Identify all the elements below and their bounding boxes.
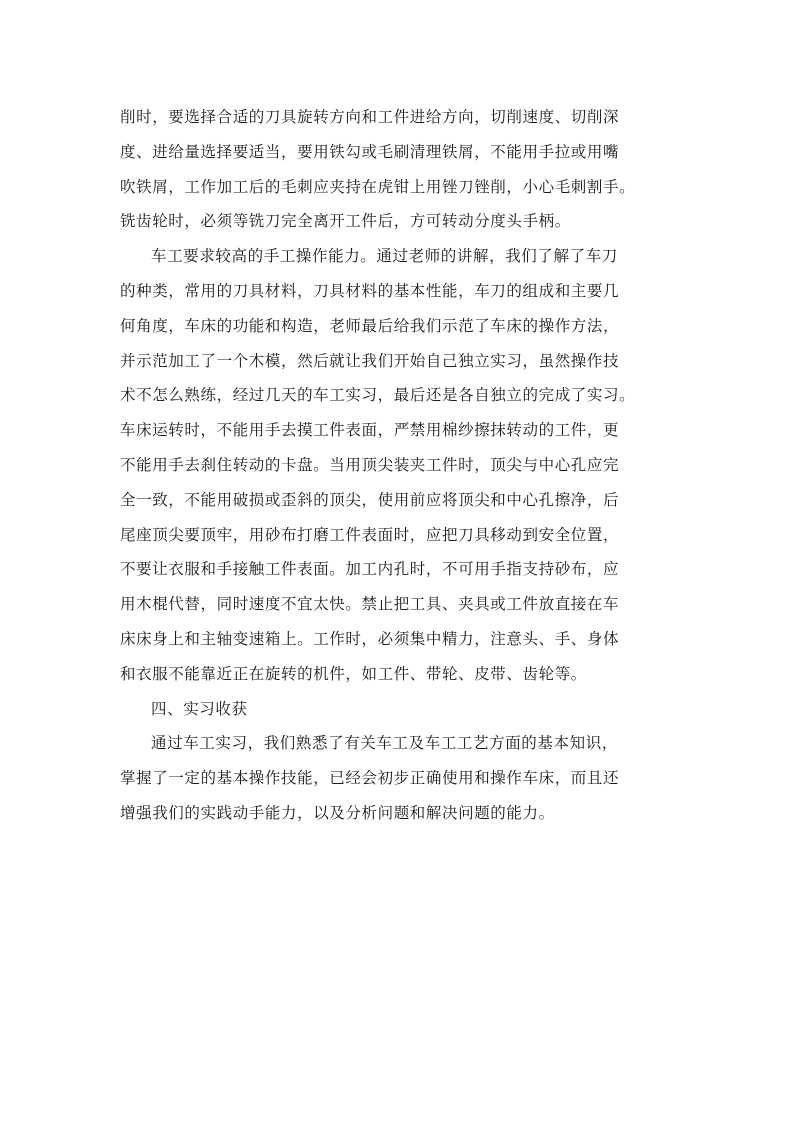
text-line: 铣齿轮时，必须等铣刀完全离开工件后，方可转动分度头手柄。 (120, 212, 571, 231)
milling-safety-paragraph (120, 100, 680, 239)
section-heading-harvest (120, 692, 680, 727)
text-line: 度、进给量选择要适当，要用铁勾或毛刷清理铁屑，不能用手拉或用嘴 (120, 142, 620, 161)
text-line: 和衣服不能靠近正在旋转的机件，如工件、带轮、皮带、齿轮等。 (120, 664, 587, 683)
text-line: 床床身上和主轴变速箱上。工作时，必须集中精力，注意头、手、身体 (120, 629, 620, 648)
text-line: 车工要求较高的手工操作能力。通过老师的讲解，我们了解了车刀 (151, 247, 618, 266)
lathe-work-paragraph (120, 239, 680, 691)
document-body (120, 100, 680, 831)
text-line: 的种类，常用的刀具材料，刀具材料的基本性能，车刀的组成和主要几 (120, 281, 620, 300)
text-line: 不能用手去刹住转动的卡盘。当用顶尖装夹工件时，顶尖与中心孔应完 (120, 455, 620, 474)
text-line: 尾座顶尖要顶牢，用砂布打磨工件表面时，应把刀具移动到安全位置， (120, 525, 620, 544)
section-heading: 四、实习收获 (151, 699, 248, 718)
text-line: 削时，要选择合适的刀具旋转方向和工件进给方向，切削速度、切削深 (120, 108, 620, 126)
text-line: 并示范加工了一个木模，然后就让我们开始自己独立实习，虽然操作技 (120, 351, 620, 370)
text-line: 术不怎么熟练，经过几天的车工实习，最后还是各自独立的完成了实习。 (120, 386, 636, 405)
text-line: 掌握了一定的基本操作技能，已经会初步正确使用和操作车床，而且还 (120, 769, 620, 788)
text-line: 通过车工实习，我们熟悉了有关车工及车工工艺方面的基本知识， (151, 734, 618, 753)
text-line: 不要让衣服和手接触工件表面。加工内孔时，不可用手指支持砂布，应 (120, 560, 620, 579)
text-line: 何角度，车床的功能和构造，老师最后给我们示范了车床的操作方法， (120, 316, 620, 335)
text-line: 吹铁屑，工作加工后的毛刺应夹持在虎钳上用锉刀锉削，小心毛刺割手。 (120, 177, 636, 196)
text-line: 车床运转时，不能用手去摸工件表面，严禁用棉纱擦抹转动的工件，更 (120, 421, 620, 440)
text-line: 增强我们的实践动手能力，以及分析问题和解决问题的能力。 (120, 803, 555, 822)
harvest-paragraph (120, 726, 680, 830)
text-line: 全一致，不能用破损或歪斜的顶尖，使用前应将顶尖和中心孔擦净，后 (120, 490, 620, 509)
text-line: 用木棍代替，同时速度不宜太快。禁止把工具、夹具或工件放直接在车 (120, 595, 620, 614)
